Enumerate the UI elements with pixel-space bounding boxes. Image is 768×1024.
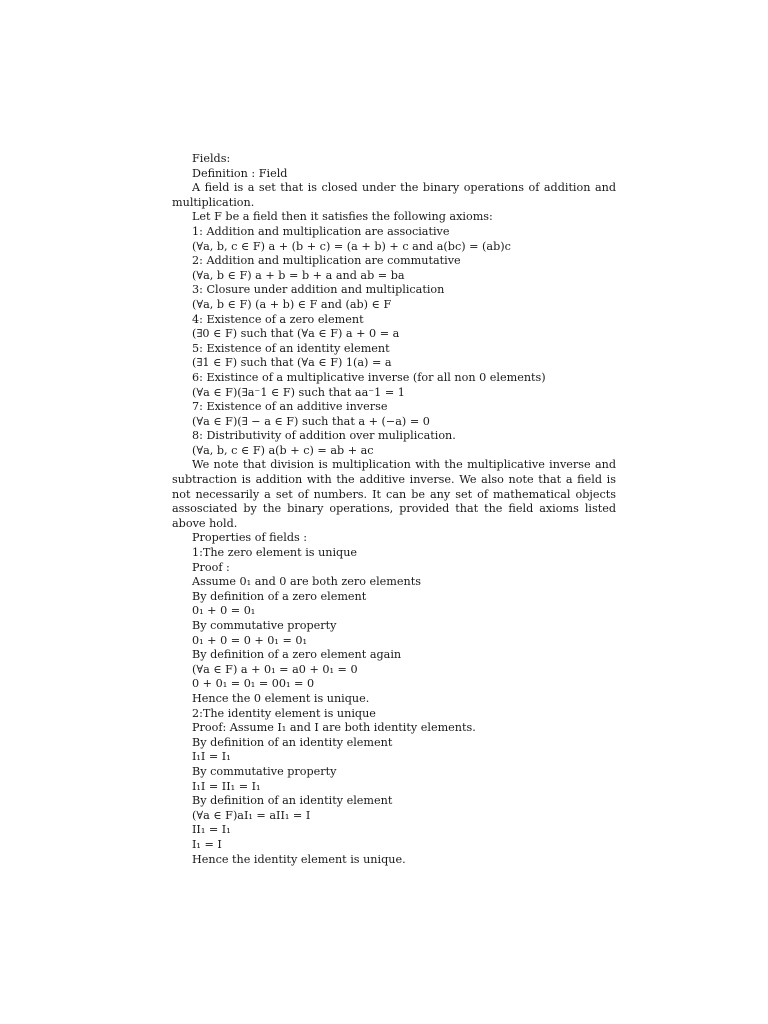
- zero-proof-line: (∀a ∈ F) a + 0₁ = a0 + 0₁ = 0: [192, 662, 358, 676]
- identity-proof-line: Proof: Assume I₁ and I are both identity elements.: [192, 721, 476, 735]
- axiom-title: 2: Addition and multiplication are commutative: [192, 254, 461, 268]
- axiom-formula: (∀a, b ∈ F) (a + b) ∈ F and (ab) ∈ F: [192, 297, 392, 311]
- axiom-title: 5: Existence of an identity element: [192, 341, 390, 355]
- identity-proof-line: By definition of an identity element: [192, 794, 393, 808]
- identity-proof-line: 2:The identity element is unique: [192, 706, 376, 720]
- zero-proof-line: 0₁ + 0 = 0 + 0₁ = 0₁: [192, 633, 307, 647]
- axioms-intro: Let F be a field then it satisfies the following axioms:: [192, 210, 493, 224]
- zero-proof-line: 0₁ + 0 = 0₁: [192, 604, 256, 618]
- note-paragraph: We note that division is multiplication with the multiplicative inverse and subtraction is addition with the additive inverse. We also note that a field is not necessarily a set of numbers. It can be any set of mathematical objects assosciated by the binary operations, provided that the field axioms listed above hold.: [172, 458, 616, 530]
- axiom-formula: (∃0 ∈ F) such that (∀a ∈ F) a + 0 = a: [192, 327, 400, 341]
- axiom-title: 6: Existince of a multiplicative inverse (for all non 0 elements): [192, 370, 546, 384]
- identity-proof-line: I₁I = II₁ = I₁: [192, 779, 261, 793]
- zero-proof-line: 1:The zero element is unique: [192, 546, 358, 560]
- zero-proof-line: Assume 0₁ and 0 are both zero elements: [192, 575, 421, 589]
- identity-proof-line: By commutative property: [192, 764, 337, 778]
- axiom-formula: (∀a, b, c ∈ F) a + (b + c) = (a + b) + c and a(bc) = (ab)c: [192, 239, 511, 253]
- zero-proof-line: Hence the 0 element is unique.: [192, 691, 370, 705]
- axiom-title: 7: Existence of an additive inverse: [192, 400, 388, 414]
- identity-proof-line: II₁ = I₁: [192, 823, 231, 837]
- document-page: [172, 152, 616, 867]
- axiom-formula: (∃1 ∈ F) such that (∀a ∈ F) 1(a) = a: [192, 356, 392, 370]
- axiom-formula: (∀a, b ∈ F) a + b = b + a and ab = ba: [192, 268, 405, 282]
- intro-paragraph: A field is a set that is closed under the binary operations of addition and multiplication.: [172, 181, 616, 209]
- properties-heading: Properties of fields :: [192, 531, 308, 545]
- definition-title: Definition : Field: [192, 166, 288, 180]
- zero-proof-line: 0 + 0₁ = 0₁ = 00₁ = 0: [192, 677, 315, 691]
- axiom-formula: (∀a ∈ F)(∃ − a ∈ F) such that a + (−a) = 0: [192, 414, 430, 428]
- axiom-title: 1: Addition and multiplication are associative: [192, 224, 450, 238]
- zero-proof-line: By commutative property: [192, 619, 337, 632]
- axiom-title: 3: Closure under addition and multiplication: [192, 283, 445, 297]
- identity-proof-line: I₁I = I₁: [192, 750, 231, 764]
- identity-proof-line: By definition of an identity element: [192, 735, 393, 749]
- identity-proof-line: (∀a ∈ F)aI₁ = aII₁ = I: [192, 808, 311, 822]
- axiom-formula: (∀a ∈ F)(∃a⁻1 ∈ F) such that aa⁻1 = 1: [192, 385, 405, 399]
- zero-proof-line: By definition of a zero element: [192, 589, 367, 603]
- heading: Fields:: [192, 152, 231, 165]
- identity-proof-line: I₁ = I: [192, 837, 222, 851]
- identity-proof-line: Hence the identity element is unique.: [192, 852, 406, 866]
- zero-proof-line: Proof :: [192, 560, 230, 574]
- axiom-title: 4: Existence of a zero element: [192, 312, 364, 326]
- zero-proof-line: By definition of a zero element again: [192, 648, 402, 662]
- axiom-formula: (∀a, b, c ∈ F) a(b + c) = ab + ac: [192, 443, 374, 457]
- axiom-title: 8: Distributivity of addition over muliplication.: [192, 429, 456, 443]
